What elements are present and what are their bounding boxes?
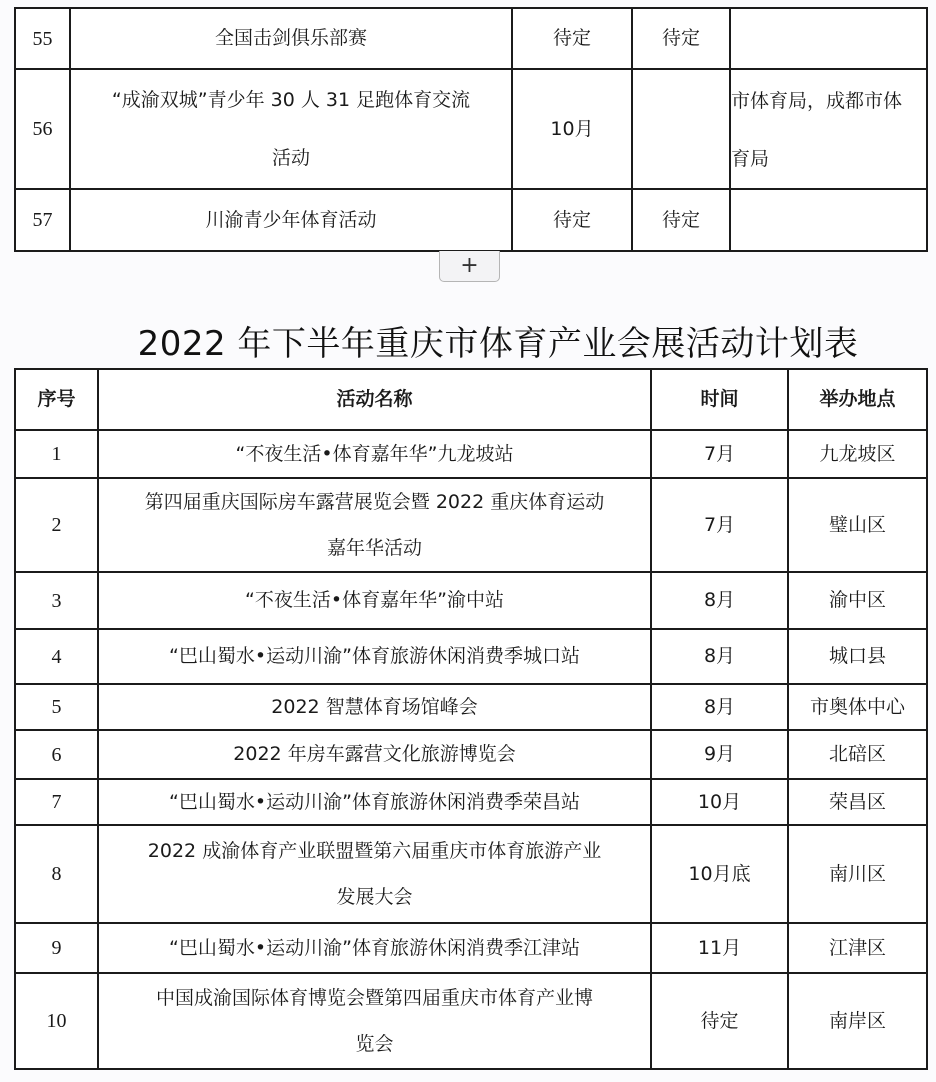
activity-name [70,69,512,189]
activity-place: 城口县 [788,629,927,684]
table-row [15,8,927,69]
row-number: 4 [15,629,98,684]
table-header-row [15,369,927,430]
table-row [15,69,927,189]
activity-name [98,973,651,1069]
activity-name: 2022 年房车露营文化旅游博览会 [98,730,651,779]
table-row [15,478,927,572]
activity-time: 待定 [651,973,788,1069]
activity-name-line-1: 2022 成渝体育产业联盟暨第六届重庆市体育旅游产业 [147,840,602,862]
row-number: 9 [15,923,98,973]
activity-place: 九龙坡区 [788,430,927,478]
row-number: 57 [15,189,70,251]
activity-name: “巴山蜀水•运动川渝”体育旅游休闲消费季江津站 [98,923,651,973]
activity-name: “不夜生活•体育嘉年华”渝中站 [98,572,651,629]
organizer-line-1: 市体育局，成都市体 [731,90,903,112]
activity-place [632,69,730,189]
activity-place: 南川区 [788,825,927,923]
header-place: 举办地点 [788,369,927,430]
plan-table [14,368,928,1070]
activity-name [98,825,651,923]
activity-name-line-1: “成渝双城”青少年 30 人 31 足跑体育交流 [111,89,471,111]
activity-place: 待定 [632,189,730,251]
row-number: 1 [15,430,98,478]
document-title: 2022 年下半年重庆市体育产业会展活动计划表 [137,324,859,364]
row-number: 10 [15,973,98,1069]
activity-time: 待定 [512,189,632,251]
activity-name-line-1: 第四届重庆国际房车露营展览会暨 2022 重庆体育运动 [144,491,605,513]
activity-time: 9月 [651,730,788,779]
activity-name-line-2: 嘉年华活动 [326,537,422,559]
row-number: 55 [15,8,70,69]
row-number: 5 [15,684,98,730]
activity-name: 川渝青少年体育活动 [70,189,512,251]
activity-name: 2022 智慧体育场馆峰会 [98,684,651,730]
activity-time: 7月 [651,430,788,478]
activity-time: 10月 [651,779,788,825]
continuation-table [14,7,928,252]
activity-time: 8月 [651,684,788,730]
activity-time: 7月 [651,478,788,572]
activity-place: 荣昌区 [788,779,927,825]
row-number: 6 [15,730,98,779]
table-row [15,825,927,923]
row-number: 56 [15,69,70,189]
activity-place: 北碚区 [788,730,927,779]
activity-name: 全国击剑俱乐部赛 [70,8,512,69]
activity-name-line-2: 览会 [355,1033,394,1055]
organizer-line-2: 育局 [731,148,770,170]
table-row [15,189,927,251]
activity-time: 11月 [651,923,788,973]
table-row [15,684,927,730]
table-row [15,973,927,1069]
activity-time: 8月 [651,629,788,684]
activity-name [98,478,651,572]
activity-place: 待定 [632,8,730,69]
table-row [15,779,927,825]
header-no: 序号 [15,369,98,430]
table-row [15,923,927,973]
expand-table-button[interactable] [439,251,500,282]
table-row [15,730,927,779]
activity-name: “不夜生活•体育嘉年华”九龙坡站 [98,430,651,478]
table-row [15,430,927,478]
header-time: 时间 [651,369,788,430]
activity-time: 10月底 [651,825,788,923]
activity-name-line-1: 中国成渝国际体育博览会暨第四届重庆市体育产业博 [155,987,593,1009]
activity-place: 市奥体中心 [788,684,927,730]
plus-icon: + [460,253,479,278]
activity-time: 待定 [512,8,632,69]
activity-name: “巴山蜀水•运动川渝”体育旅游休闲消费季荣昌站 [98,779,651,825]
activity-place: 南岸区 [788,973,927,1069]
header-name: 活动名称 [98,369,651,430]
activity-name-line-2: 活动 [271,147,310,169]
table-row [15,572,927,629]
activity-time: 8月 [651,572,788,629]
row-number: 2 [15,478,98,572]
activity-place: 璧山区 [788,478,927,572]
row-number: 7 [15,779,98,825]
activity-place: 江津区 [788,923,927,973]
table-row [15,629,927,684]
activity-name-line-2: 发展大会 [336,886,413,908]
row-number: 3 [15,572,98,629]
row-number: 8 [15,825,98,923]
activity-name: “巴山蜀水•运动川渝”体育旅游休闲消费季城口站 [98,629,651,684]
activity-organizer [730,69,927,189]
activity-organizer [730,8,927,69]
activity-organizer [730,189,927,251]
activity-place: 渝中区 [788,572,927,629]
activity-time: 10月 [512,69,632,189]
